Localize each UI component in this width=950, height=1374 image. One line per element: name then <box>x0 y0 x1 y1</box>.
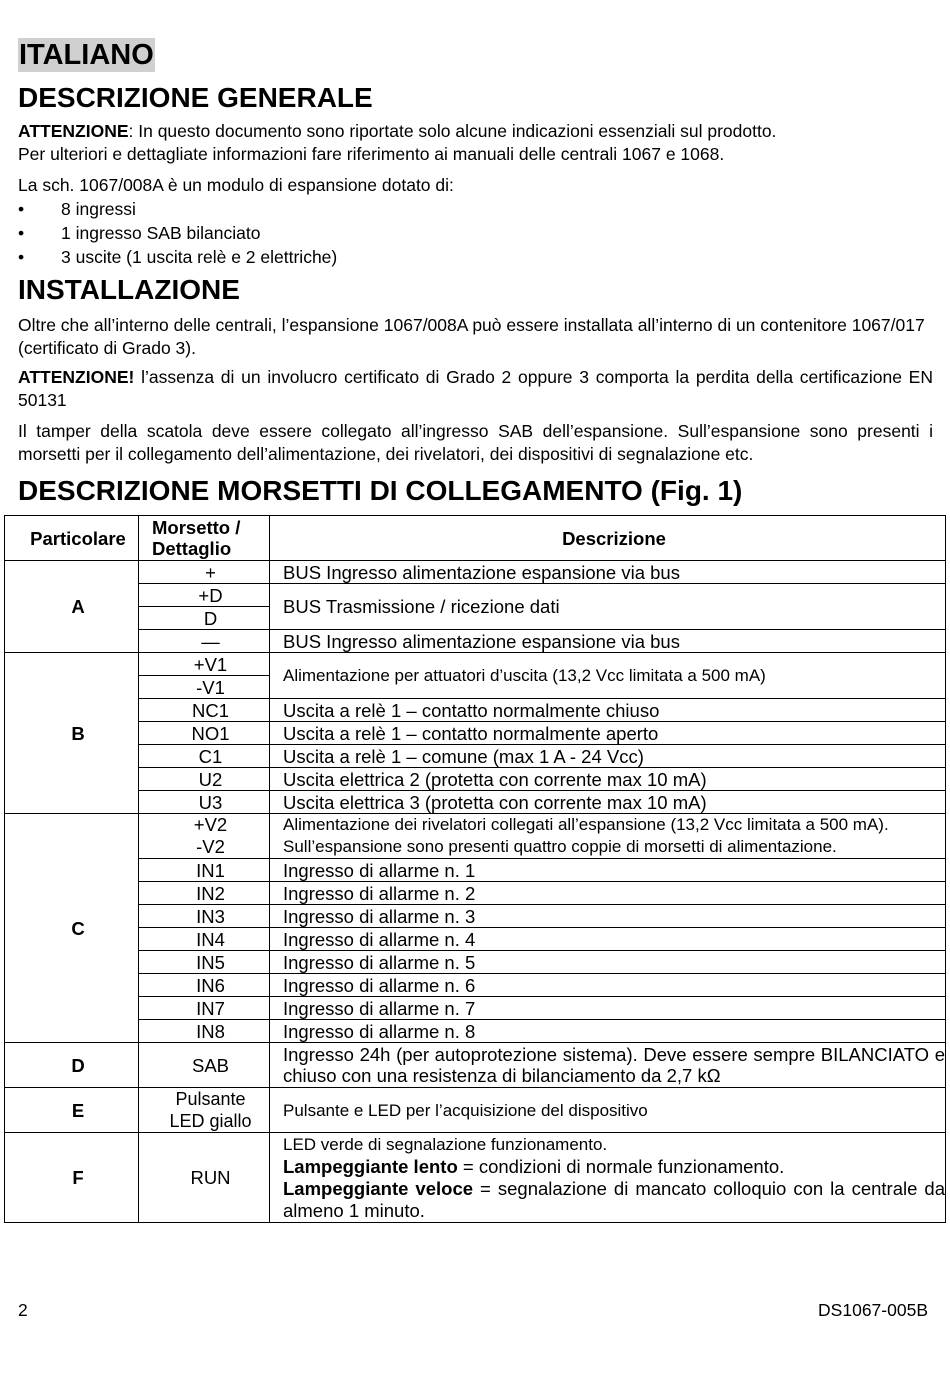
general-description-title: DESCRIZIONE GENERALE <box>18 82 373 113</box>
attention-label: ATTENZIONE <box>18 121 129 141</box>
description-cell: Uscita a relè 1 – contatto normalmente chiuso <box>270 699 946 722</box>
description-cell: BUS Ingresso alimentazione espansione via bus <box>270 561 946 584</box>
language-heading: ITALIANO <box>19 39 154 71</box>
table-row <box>5 1020 946 1043</box>
description-cell: Ingresso di allarme n. 2 <box>270 882 946 905</box>
table-row <box>5 1133 946 1223</box>
part-label: C <box>5 814 139 1043</box>
terminal-cell: IN1 <box>139 859 270 882</box>
table-row <box>5 928 946 951</box>
description-line: LED verde di segnalazione funzionamento. <box>283 1135 608 1154</box>
terminal-cell <box>139 1088 270 1133</box>
terminal-cell: -V1 <box>139 676 270 699</box>
header-part: Particolare <box>5 516 139 561</box>
table-row <box>5 699 946 722</box>
table-row <box>5 1043 946 1088</box>
description-cell: Ingresso di allarme n. 3 <box>270 905 946 928</box>
terminal-cell: IN7 <box>139 997 270 1020</box>
table-row <box>5 791 946 814</box>
part-label: B <box>5 653 139 814</box>
fast-blink-text: = segnalazione di mancato colloquio con la centrale da almeno 1 minuto. <box>283 1178 945 1221</box>
terminal-cell: C1 <box>139 745 270 768</box>
description-cell <box>270 1133 946 1223</box>
terminal-line: -V2 <box>196 836 225 857</box>
terminal-cell: IN6 <box>139 974 270 997</box>
table-row <box>5 1088 946 1133</box>
terminal-cell <box>139 814 270 859</box>
attention-text: : In questo documento sono riportate solo alcune indicazioni essenziali sul prodotto. <box>128 121 777 141</box>
terminal-cell: IN8 <box>139 1020 270 1043</box>
terminal-line: +V2 <box>193 814 228 835</box>
terminal-cell: RUN <box>139 1133 270 1223</box>
installation-paragraph: Oltre che all’interno delle centrali, l’espansione 1067/008A può essere installata all’interno di un contenitore 1067/017 (certificato di Grado 3). <box>18 315 925 358</box>
description-cell: Uscita elettrica 2 (protetta con corrente max 10 mA) <box>270 768 946 791</box>
table-row <box>5 997 946 1020</box>
table-row <box>5 882 946 905</box>
module-intro: La sch. 1067/008A è un modulo di espansione dotato di: <box>18 175 454 195</box>
description-cell: Uscita a relè 1 – contatto normalmente aperto <box>270 722 946 745</box>
document-code: DS1067-005B <box>818 1300 928 1320</box>
description-cell: BUS Trasmissione / ricezione dati <box>270 584 946 630</box>
description-cell: Pulsante e LED per l’acquisizione del dispositivo <box>270 1088 946 1133</box>
description-cell: Ingresso di allarme n. 1 <box>270 859 946 882</box>
reference-text: Per ulteriori e dettagliate informazioni fare riferimento ai manuali delle centrali 1067 e 1068. <box>18 144 725 164</box>
feature-item: • 3 uscite (1 uscita relè e 2 elettriche) <box>18 245 337 269</box>
table-row <box>5 584 946 607</box>
table-row <box>5 722 946 745</box>
description-cell: Uscita a relè 1 – comune (max 1 A - 24 Vcc) <box>270 745 946 768</box>
feature-item: • 8 ingressi <box>18 197 337 221</box>
tamper-paragraph: Il tamper della scatola deve essere collegato all’ingresso SAB dell’espansione. Sull’espansione sono presenti i morsetti per il collegamento dell’alimentazione, dei rivelatori, dei dispositivi di segnalazione etc. <box>18 421 933 464</box>
terminals-title: DESCRIZIONE MORSETTI DI COLLEGAMENTO (Fig. 1) <box>18 475 743 506</box>
part-label: D <box>5 1043 139 1088</box>
terminal-cell: SAB <box>139 1043 270 1088</box>
header-terminal: Morsetto / Dettaglio <box>139 516 270 561</box>
description-line: Sull’espansione sono presenti quattro coppie di morsetti di alimentazione. <box>283 837 837 856</box>
slow-blink-text: = condizioni di normale funzionamento. <box>457 1156 785 1177</box>
installation-title: INSTALLAZIONE <box>18 274 240 305</box>
terminal-cell: +V1 <box>139 653 270 676</box>
description-cell: Ingresso di allarme n. 4 <box>270 928 946 951</box>
description-cell: Ingresso di allarme n. 5 <box>270 951 946 974</box>
description-cell: BUS Ingresso alimentazione espansione via bus <box>270 630 946 653</box>
description-cell: Ingresso di allarme n. 7 <box>270 997 946 1020</box>
terminal-cell: +D <box>139 584 270 607</box>
part-label: A <box>5 561 139 653</box>
description-cell: Alimentazione per attuatori d’uscita (13,2 Vcc limitata a 500 mA) <box>270 653 946 699</box>
page-number: 2 <box>18 1300 28 1320</box>
terminal-cell: D <box>139 607 270 630</box>
general-attention <box>18 120 933 166</box>
table-row <box>5 653 946 676</box>
terminal-cell: IN3 <box>139 905 270 928</box>
table-row <box>5 905 946 928</box>
header-description: Descrizione <box>270 516 946 561</box>
terminal-cell: — <box>139 630 270 653</box>
attention-label: ATTENZIONE! <box>18 367 135 387</box>
feature-item: • 1 ingresso SAB bilanciato <box>18 221 337 245</box>
table-row <box>5 630 946 653</box>
description-cell <box>270 814 946 859</box>
terminal-cell: IN2 <box>139 882 270 905</box>
description-cell: Ingresso di allarme n. 8 <box>270 1020 946 1043</box>
terminal-cell: IN5 <box>139 951 270 974</box>
part-label: F <box>5 1133 139 1223</box>
table-row <box>5 768 946 791</box>
table-header-row <box>5 516 946 561</box>
installation-attention <box>18 366 933 412</box>
terminals-table <box>4 515 946 1223</box>
table-row <box>5 814 946 859</box>
terminal-cell: NC1 <box>139 699 270 722</box>
terminal-cell: + <box>139 561 270 584</box>
fast-blink-label: Lampeggiante veloce <box>283 1178 474 1199</box>
features-list <box>18 197 337 269</box>
terminal-line: Pulsante <box>175 1089 246 1109</box>
table-row <box>5 745 946 768</box>
terminal-cell: U3 <box>139 791 270 814</box>
attention-text: l’assenza di un involucro certificato di Grado 2 oppure 3 comporta la perdita della certificazione EN 50131 <box>18 367 933 410</box>
description-cell: Uscita elettrica 3 (protetta con corrente max 10 mA) <box>270 791 946 814</box>
table-row <box>5 974 946 997</box>
terminal-cell: NO1 <box>139 722 270 745</box>
slow-blink-label: Lampeggiante lento <box>283 1156 458 1177</box>
table-row <box>5 561 946 584</box>
description-cell: Ingresso di allarme n. 6 <box>270 974 946 997</box>
table-row <box>5 859 946 882</box>
table-row <box>5 951 946 974</box>
part-label: E <box>5 1088 139 1133</box>
description-cell: Ingresso 24h (per autoprotezione sistema). Deve essere sempre BILANCIATO e chiuso con una resistenza di bilanciamento da 2,7 kΩ <box>270 1043 946 1088</box>
terminal-cell: U2 <box>139 768 270 791</box>
terminal-line: LED giallo <box>169 1111 252 1131</box>
terminal-cell: IN4 <box>139 928 270 951</box>
description-line: Alimentazione dei rivelatori collegati all’espansione (13,2 Vcc limitata a 500 mA). <box>283 815 889 834</box>
